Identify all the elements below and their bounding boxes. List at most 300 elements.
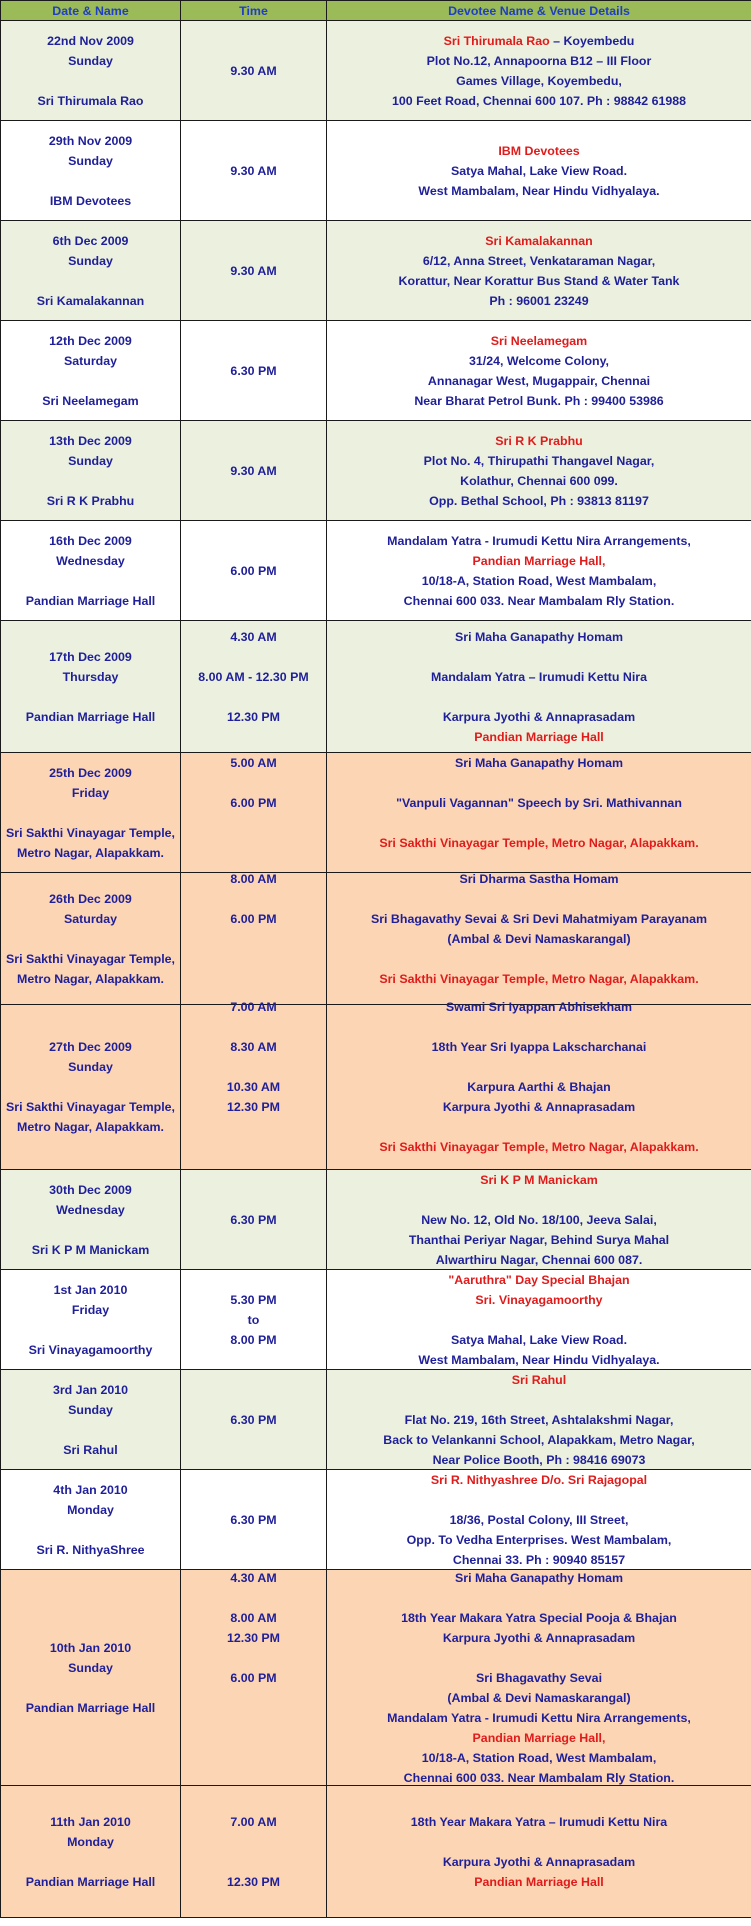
date-cell-line: Sunday: [68, 1402, 113, 1417]
date-cell-line: Saturday: [63, 911, 118, 926]
time-cell-line: [181, 1117, 326, 1137]
venue-text: 18th Year Makara Yatra Special Pooja & Bhajan: [401, 1610, 677, 1625]
venue-cell: [327, 121, 751, 221]
venue-line: [327, 1077, 751, 1097]
time-cell-line: [181, 833, 326, 853]
venue-line: [327, 431, 751, 451]
venue-text: Karpura Jyothi & Annaprasadam: [442, 1100, 636, 1114]
time-cell-line: 4.30 AM: [230, 629, 277, 644]
time-cell: [181, 753, 327, 873]
date-cell-line: Sunday: [68, 453, 113, 468]
venue-text: Ph : 96001 23249: [489, 293, 589, 308]
venue-line: [327, 753, 751, 773]
venue-line: [327, 71, 751, 91]
venue-text: Sri Dharma Sastha Homam: [459, 871, 619, 886]
venue-line: [327, 331, 751, 351]
date-cell-line: [1, 171, 180, 191]
venue-text: Flat No. 219, 16th Street, Ashtalakshmi Nagar,: [404, 1412, 674, 1427]
date-cell: [1, 521, 181, 621]
venue-text: Sri Sakthi Vinayagar Temple, Metro Nagar, Alapakkam.: [379, 1140, 699, 1154]
venue-line: [327, 571, 751, 591]
schedule-row: [1, 1470, 751, 1570]
venue-text: 18th Year Sri Iyappa Lakscharchanai: [431, 1040, 647, 1054]
venue-text: Opp. Bethal School, Ph : 93813 81197: [429, 493, 649, 508]
venue-line: [327, 1390, 751, 1410]
venue-text-suffix: – Koyembedu: [549, 33, 635, 48]
date-cell: [1, 1570, 181, 1786]
venue-cell: [327, 1170, 751, 1270]
date-cell-line: 3rd Jan 2010: [52, 1382, 129, 1397]
time-cell-line: [181, 813, 326, 833]
venue-line: [327, 1270, 751, 1290]
date-cell: [1, 1170, 181, 1270]
date-cell-line: [1, 271, 180, 291]
date-cell-line: Monday: [67, 1502, 114, 1517]
date-cell-line: Sunday: [68, 253, 113, 268]
date-cell-line: [1, 803, 180, 823]
time-cell-line: 6.30 PM: [230, 1512, 277, 1527]
date-cell-line: Wednesday: [56, 553, 125, 568]
venue-text: Satya Mahal, Lake View Road.: [450, 1332, 628, 1347]
time-cell-line: [181, 1157, 326, 1177]
venue-line: [327, 1628, 751, 1648]
venue-line: [327, 1410, 751, 1430]
schedule-row: [1, 1370, 751, 1470]
venue-text: IBM Devotees: [498, 143, 580, 158]
venue-cell: [327, 321, 751, 421]
time-cell-line: 6.30 PM: [230, 363, 277, 378]
venue-line: [327, 997, 751, 1017]
time-cell-line: 7.00 AM: [230, 1000, 277, 1014]
schedule-row: [1, 1570, 751, 1786]
date-cell-line: Sunday: [68, 153, 113, 168]
date-cell-line: Saturday: [63, 353, 118, 368]
venue-line: [327, 1017, 751, 1037]
time-cell-line: [181, 773, 326, 793]
schedule-row: [1, 421, 751, 521]
date-cell: [1, 1005, 181, 1170]
time-cell-line: 9.30 AM: [230, 263, 277, 278]
venue-cell: [327, 521, 751, 621]
venue-line: [327, 1470, 751, 1490]
date-cell-line: [1, 929, 180, 949]
venue-text: Kolathur, Chennai 600 099.: [460, 473, 618, 488]
venue-line: [327, 667, 751, 687]
date-cell-line: 6th Dec 2009: [52, 233, 129, 248]
venue-line: [327, 647, 751, 667]
venue-text: Sri R. Nithyashree D/o. Sri Rajagopal: [430, 1472, 648, 1487]
date-cell: [1, 321, 181, 421]
date-cell-line: [1, 1077, 180, 1097]
venue-cell: [327, 1270, 751, 1370]
venue-line: [327, 1330, 751, 1350]
venue-text: Back to Velankanni School, Alapakkam, Metro Nagar,: [383, 1432, 695, 1447]
schedule-row: [1, 753, 751, 873]
venue-line: [327, 231, 751, 251]
date-cell: [1, 421, 181, 521]
venue-line: [327, 969, 751, 989]
venue-text: West Mambalam, Near Hindu Vidhyalaya.: [418, 183, 660, 198]
venue-text: Games Village, Koyembedu,: [456, 73, 622, 88]
date-cell-line: Metro Nagar, Alapakkam.: [17, 1120, 164, 1134]
venue-line: [327, 141, 751, 161]
time-cell: [181, 1000, 327, 1170]
time-cell-line: 12.30 PM: [226, 1100, 281, 1114]
date-cell: [1, 221, 181, 321]
date-cell: [1, 21, 181, 121]
date-cell-line: 22nd Nov 2009: [47, 33, 134, 48]
time-cell: [181, 1470, 327, 1570]
venue-line: [327, 1648, 751, 1668]
venue-cell: [327, 1470, 751, 1570]
venue-line: [327, 1568, 751, 1588]
venue-line: [327, 1210, 751, 1230]
date-cell-line: [1, 1852, 180, 1872]
venue-line: [327, 1350, 751, 1370]
date-cell-line: [1, 371, 180, 391]
venue-line: [327, 949, 751, 969]
venue-line: [327, 591, 751, 611]
date-cell-line: 16th Dec 2009: [49, 533, 132, 548]
time-cell-line: [181, 949, 326, 969]
venue-cell: [327, 421, 751, 521]
venue-line: [327, 91, 751, 111]
time-cell-line: [181, 1057, 326, 1077]
venue-line: [327, 291, 751, 311]
time-cell-line: 5.30 PM: [230, 1292, 277, 1307]
schedule-row: [1, 1170, 751, 1270]
date-cell-line: Metro Nagar, Alapakkam.: [17, 845, 164, 860]
venue-cell: [327, 1786, 751, 1918]
venue-line: [327, 833, 751, 853]
venue-line: [327, 1097, 751, 1117]
date-cell: [1, 873, 181, 1005]
venue-text: Chennai 600 033. Near Mambalam Rly Station.: [403, 593, 675, 608]
date-cell-line: Monday: [67, 1834, 114, 1849]
time-cell-line: 12.30 PM: [226, 1874, 281, 1889]
time-cell-line: 6.30 PM: [230, 1212, 277, 1227]
date-cell: [1, 1370, 181, 1470]
venue-line: [327, 161, 751, 181]
venue-line: [327, 1310, 751, 1330]
date-cell-line: Metro Nagar, Alapakkam.: [17, 971, 164, 986]
venue-line: [327, 627, 751, 647]
time-cell-line: 8.00 PM: [230, 1332, 277, 1347]
time-cell-line: 8.00 AM: [230, 871, 277, 886]
date-cell-line: [1, 571, 180, 591]
venue-text: Sri Maha Ganapathy Homam: [454, 755, 623, 770]
venue-line: [327, 1450, 751, 1470]
time-cell-line: [181, 1708, 326, 1728]
venue-cell: [327, 221, 751, 321]
venue-text: 6/12, Anna Street, Venkataraman Nagar,: [422, 253, 656, 268]
date-cell-line: Thursday: [62, 669, 119, 684]
schedule-row: [1, 1270, 751, 1370]
date-cell-line: Sri Sakthi Vinayagar Temple,: [6, 951, 175, 966]
venue-text: Sri Bhagavathy Sevai & Sri Devi Mahatmiyam Parayanam: [370, 911, 708, 926]
venue-text: (Ambal & Devi Namaskarangal): [447, 931, 631, 946]
date-cell-line: 25th Dec 2009: [49, 765, 132, 780]
venue-line: [327, 1230, 751, 1250]
venue-text: Sri Kamalakannan: [485, 233, 593, 248]
time-cell: [181, 21, 327, 121]
venue-text: Karpura Jyothi & Annaprasadam: [442, 709, 636, 724]
date-cell-line: 10th Jan 2010: [49, 1640, 132, 1655]
venue-line: [327, 1688, 751, 1708]
venue-line: [327, 1190, 751, 1210]
venue-line: [327, 1117, 751, 1137]
venue-line: [327, 1748, 751, 1768]
venue-line: [327, 1588, 751, 1608]
venue-cell: [327, 1000, 751, 1170]
time-cell-line: [181, 1648, 326, 1668]
venue-cell: [327, 753, 751, 873]
date-cell-line: 30th Dec 2009: [49, 1182, 132, 1197]
time-cell-line: 6.00 PM: [230, 563, 277, 578]
time-cell-line: [181, 1728, 326, 1748]
time-cell: [181, 1370, 327, 1470]
date-cell-line: Sri Thirumala Rao: [37, 93, 144, 108]
date-cell-line: [1, 1520, 180, 1540]
venue-text: Pandian Marriage Hall,: [472, 553, 606, 568]
time-cell-line: [181, 969, 326, 989]
venue-text: "Vanpuli Vagannan" Speech by Sri. Mathivannan: [396, 795, 682, 810]
venue-line: [327, 391, 751, 411]
venue-text: Thanthai Periyar Nagar, Behind Surya Mahal: [408, 1232, 670, 1247]
venue-cell: [327, 621, 751, 753]
time-cell: [181, 221, 327, 321]
date-cell-line: IBM Devotees: [49, 193, 132, 208]
time-cell-line: 9.30 AM: [230, 163, 277, 178]
venue-text: Sri Sakthi Vinayagar Temple, Metro Nagar, Alapakkam.: [379, 835, 699, 850]
venue-line: [327, 1550, 751, 1570]
venue-line: [327, 1872, 751, 1892]
date-cell-line: 12th Dec 2009: [49, 333, 132, 348]
venue-line: [327, 1290, 751, 1310]
venue-line: [327, 909, 751, 929]
time-cell-line: [181, 1688, 326, 1708]
date-cell-line: 1st Jan 2010: [53, 1282, 128, 1297]
venue-text: Sri Rahul: [511, 1372, 567, 1387]
venue-text: Mandalam Yatra – Irumudi Kettu Nira: [431, 669, 647, 684]
venue-line: [327, 869, 751, 889]
venue-cell: [327, 873, 751, 1005]
venue-text: 31/24, Welcome Colony,: [468, 353, 610, 368]
date-cell-line: Sri R. NithyaShree: [36, 1542, 145, 1557]
date-cell-line: Sunday: [68, 1060, 113, 1074]
venue-line: [327, 371, 751, 391]
date-cell-line: [1, 71, 180, 91]
time-cell-line: [181, 1768, 326, 1788]
time-cell-line: 8.30 AM: [230, 1040, 277, 1054]
time-cell-line: 9.30 AM: [230, 63, 277, 78]
venue-text: Satya Mahal, Lake View Road.: [450, 163, 628, 178]
date-cell-line: [1, 687, 180, 707]
venue-line: [327, 1037, 751, 1057]
date-cell-line: 26th Dec 2009: [49, 891, 132, 906]
venue-line: [327, 929, 751, 949]
time-cell: [181, 121, 327, 221]
date-cell-line: Sri Vinayagamoorthy: [28, 1342, 153, 1357]
venue-text: 10/18-A, Station Road, West Mambalam,: [421, 1750, 657, 1765]
date-cell-line: Wednesday: [56, 1202, 125, 1217]
schedule-row: [1, 21, 751, 121]
date-cell-line: [1, 471, 180, 491]
time-cell: [181, 621, 327, 753]
time-cell-line: 6.00 PM: [230, 1670, 277, 1685]
venue-line: [327, 31, 751, 51]
date-cell-line: [1, 1420, 180, 1440]
venue-text: Sri K P M Manickam: [480, 1172, 598, 1187]
date-cell-line: Sri Sakthi Vinayagar Temple,: [6, 1100, 175, 1114]
venue-line: [327, 889, 751, 909]
header-venue: Devotee Name & Venue Details: [327, 1, 751, 21]
venue-line: [327, 1812, 751, 1832]
venue-text: Sri R K Prabhu: [495, 433, 583, 448]
time-cell-line: 6.00 PM: [230, 911, 277, 926]
date-cell: [1, 1786, 181, 1918]
venue-text: Near Police Booth, Ph : 98416 69073: [432, 1452, 646, 1467]
venue-text: Pandian Marriage Hall: [474, 1874, 604, 1889]
venue-text: West Mambalam, Near Hindu Vidhyalaya.: [418, 1352, 660, 1367]
venue-text: Chennai 33. Ph : 90940 85157: [452, 1552, 626, 1567]
venue-text: Chennai 600 033. Near Mambalam Rly Station.: [403, 1770, 675, 1785]
venue-text: Mandalam Yatra - Irumudi Kettu Nira Arrangements,: [387, 533, 691, 548]
venue-line: [327, 773, 751, 793]
venue-line: [327, 471, 751, 491]
schedule-row: [1, 121, 751, 221]
venue-line: [327, 51, 751, 71]
venue-text: Korattur, Near Korattur Bus Stand & Water Tank: [398, 273, 680, 288]
venue-text: 100 Feet Road, Chennai 600 107. Ph : 98842 61988: [391, 93, 687, 108]
date-cell-line: Sri R K Prabhu: [46, 493, 135, 508]
date-cell: [1, 621, 181, 753]
venue-text: 10/18-A, Station Road, West Mambalam,: [421, 573, 657, 588]
venue-line: [327, 1430, 751, 1450]
time-cell-line: [181, 1588, 326, 1608]
date-cell-line: 27th Dec 2009: [49, 1040, 132, 1054]
date-cell-line: 13th Dec 2009: [49, 433, 132, 448]
venue-text: "Aaruthra" Day Special Bhajan: [448, 1272, 630, 1287]
date-cell-line: Friday: [71, 1302, 110, 1317]
schedule-row: [1, 1005, 751, 1170]
schedule-row: [1, 521, 751, 621]
venue-line: [327, 1170, 751, 1190]
venue-line: [327, 1250, 751, 1270]
date-cell-line: 4th Jan 2010: [53, 1482, 128, 1497]
date-cell-line: [1, 1220, 180, 1240]
venue-text: Sri Thirumala Rao: [443, 33, 550, 48]
venue-text: Karpura Jyothi & Annaprasadam: [442, 1854, 636, 1869]
date-cell-line: Sri Neelamegam: [42, 393, 139, 408]
time-cell-line: [181, 687, 326, 707]
date-cell-line: Sri Sakthi Vinayagar Temple,: [6, 825, 175, 840]
venue-line: [327, 491, 751, 511]
venue-text: Sri Maha Ganapathy Homam: [454, 629, 623, 644]
date-cell: [1, 121, 181, 221]
date-cell-line: Pandian Marriage Hall: [25, 593, 156, 608]
venue-text: Karpura Jyothi & Annaprasadam: [442, 1630, 636, 1645]
time-cell: [181, 1786, 327, 1918]
venue-text: Sri. Vinayagamoorthy: [475, 1292, 603, 1307]
date-cell-line: Sri Rahul: [63, 1442, 118, 1457]
venue-cell: [327, 21, 751, 121]
date-cell-line: 29th Nov 2009: [48, 133, 133, 148]
date-cell-line: 11th Jan 2010: [50, 1814, 131, 1829]
venue-line: [327, 687, 751, 707]
venue-line: [327, 551, 751, 571]
venue-line: [327, 1057, 751, 1077]
time-cell: [181, 1170, 327, 1270]
venue-line: [327, 251, 751, 271]
date-cell: [1, 753, 181, 873]
venue-line: [327, 793, 751, 813]
time-cell-line: [181, 1832, 326, 1852]
venue-line: [327, 1510, 751, 1530]
schedule-row: [1, 221, 751, 321]
date-cell-line: Sunday: [68, 1660, 113, 1675]
time-cell-line: 10.30 AM: [226, 1080, 281, 1094]
venue-line: [327, 1370, 751, 1390]
venue-line: [327, 1728, 751, 1748]
time-cell: [181, 421, 327, 521]
schedule-row: [1, 321, 751, 421]
venue-text: Karpura Aarthi & Bhajan: [467, 1080, 611, 1094]
time-cell-line: 12.30 PM: [226, 1630, 281, 1645]
venue-text: Alwarthiru Nagar, Chennai 600 087.: [435, 1252, 643, 1267]
venue-line: [327, 727, 751, 747]
date-cell-line: Friday: [71, 785, 110, 800]
venue-text: Swami Sri Iyappan Abhisekham: [445, 1000, 633, 1014]
time-cell-line: [181, 1852, 326, 1872]
venue-line: [327, 531, 751, 551]
venue-line: [327, 451, 751, 471]
venue-line: [327, 1852, 751, 1872]
date-cell: [1, 1470, 181, 1570]
time-cell-line: [181, 727, 326, 747]
time-cell-line: 8.00 AM - 12.30 PM: [198, 669, 309, 684]
time-cell: [181, 1570, 327, 1786]
venue-text: Sri Neelamegam: [490, 333, 588, 348]
time-cell-line: 12.30 PM: [226, 709, 281, 724]
time-cell-line: [181, 647, 326, 667]
time-cell-line: [181, 1137, 326, 1157]
venue-text: (Ambal & Devi Namaskarangal): [447, 1690, 631, 1705]
venue-text: Near Bharat Petrol Bunk. Ph : 99400 53986: [414, 393, 664, 408]
venue-text: Opp. To Vedha Enterprises. West Mambalam,: [406, 1532, 672, 1547]
schedule-row: [1, 621, 751, 753]
date-cell-line: Sri Kamalakannan: [36, 293, 145, 308]
time-cell-line: 5.00 AM: [230, 755, 277, 770]
venue-text: Sri Maha Ganapathy Homam: [454, 1570, 623, 1585]
time-cell: [181, 1270, 327, 1370]
venue-text: Plot No. 4, Thirupathi Thangavel Nagar,: [423, 453, 655, 468]
venue-text: Pandian Marriage Hall: [474, 729, 604, 744]
venue-line: [327, 1137, 751, 1157]
venue-text: Plot No.12, Annapoorna B12 – III Floor: [426, 53, 652, 68]
date-cell-line: [1, 1320, 180, 1340]
venue-cell: [327, 1370, 751, 1470]
time-cell-line: 6.30 PM: [230, 1412, 277, 1427]
schedule-row: [1, 873, 751, 1005]
venue-text: 18th Year Makara Yatra – Irumudi Kettu Nira: [410, 1814, 668, 1829]
venue-cell: [327, 1570, 751, 1786]
venue-line: [327, 1708, 751, 1728]
date-cell-line: Sri K P M Manickam: [31, 1242, 150, 1257]
time-cell-line: [181, 1017, 326, 1037]
venue-line: [327, 351, 751, 371]
venue-text: New No. 12, Old No. 18/100, Jeeva Salai,: [421, 1212, 657, 1227]
